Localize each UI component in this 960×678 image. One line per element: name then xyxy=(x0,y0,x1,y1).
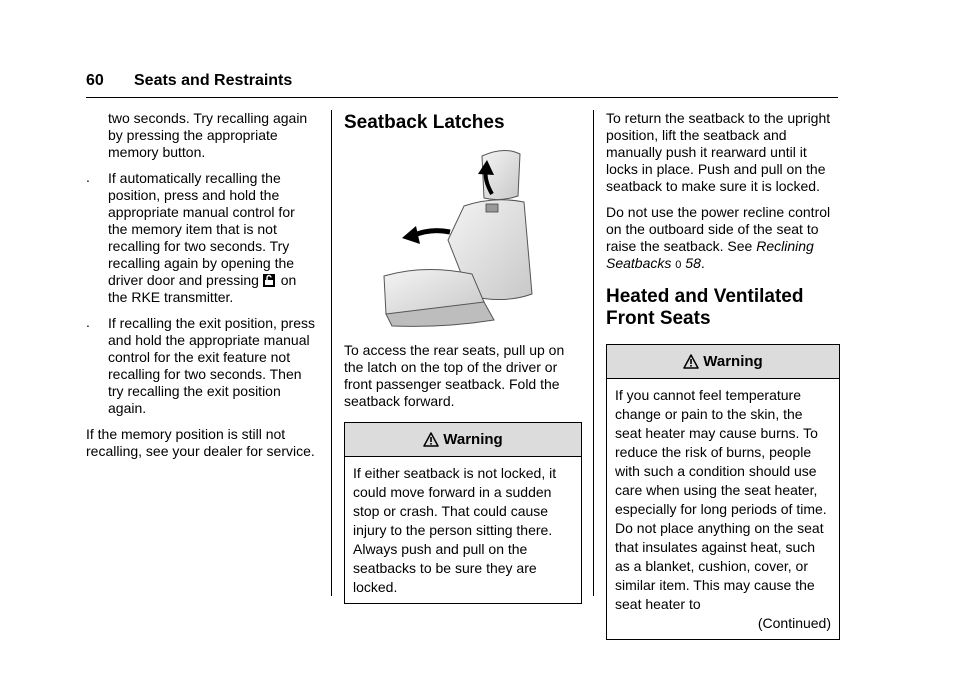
bullet-list xyxy=(86,110,318,417)
cross-reference-page[interactable]: 58 xyxy=(685,255,701,271)
warning-box xyxy=(606,344,840,640)
warning-triangle-icon xyxy=(683,354,699,369)
column-3 xyxy=(606,110,840,640)
heading-line: Heated and Ventilated xyxy=(606,286,804,307)
list-item xyxy=(86,110,318,161)
page-header xyxy=(86,72,292,90)
bullet-continuation: two seconds. Try recalling again by pressing the appropriate memory button. xyxy=(108,110,308,160)
warning-box xyxy=(344,422,582,604)
column-divider xyxy=(593,110,594,596)
bullet-glyph: . xyxy=(86,314,90,330)
warning-triangle-icon xyxy=(423,432,439,447)
body-paragraph: To access the rear seats, pull up on the latch on the top of the driver or front passenger seatback. Fold the seatback forward. xyxy=(344,342,565,409)
section-title: Seats and Restraints xyxy=(134,72,293,89)
list-item xyxy=(86,315,318,417)
heading-line: Front Seats xyxy=(606,308,711,329)
page-number: 60 xyxy=(86,72,104,89)
bullet-text: If recalling the exit position, press and hold the appropriate manual control for the exit feature not recalling for two seconds. Then try recalling the exit position again. xyxy=(108,315,315,416)
column-divider xyxy=(331,110,332,596)
warning-text: If you cannot feel temperature change or pain to the skin, the seat heater may cause burns. To reduce the risk of burns, people with such a condition should use care when using the seat heater, especially for long periods of time. Do not place anything on the seat that insulates against heat, such as a blanket, cushion, cover, or similar item. This may cause the seat heater to xyxy=(615,387,827,612)
rke-unlock-icon xyxy=(263,274,275,287)
list-item xyxy=(86,170,318,306)
warning-title: Warning xyxy=(443,431,503,448)
column-2 xyxy=(344,110,582,604)
column-1 xyxy=(86,110,318,469)
warning-title: Warning xyxy=(703,353,763,370)
cross-reference-link[interactable]: Reclining Seatbacks xyxy=(606,238,814,271)
paragraph-end: . xyxy=(700,255,705,271)
warning-body: If either seatback is not locked, it could move forward in a sudden stop or crash. That could cause injury to the person sitting there. Always push and pull on the seatbacks to be sure they are locked. xyxy=(353,465,557,595)
continued-label: (Continued) xyxy=(757,615,831,631)
bullet-text: If automatically recalling the position, press and hold the appropriate manual control for the memory item that is not recalling for two seconds. Try recalling again by opening the driver door and pressing xyxy=(108,170,295,288)
bullet-glyph: . xyxy=(86,169,90,185)
header-rule xyxy=(86,97,838,98)
warning-header xyxy=(345,423,581,457)
closing-paragraph: If the memory position is still not recalling, see your dealer for service. xyxy=(86,426,315,459)
body-paragraph xyxy=(606,204,840,274)
section-heading: Seatback Latches xyxy=(344,112,505,133)
bullet-text: on the RKE transmitter. xyxy=(108,272,297,305)
page-reference-icon: 0 xyxy=(675,259,682,271)
warning-body xyxy=(607,379,839,639)
body-paragraph: To return the seatback to the upright position, lift the seatback and manually push it rearward until it locks in place. Push and pull on the seatback to make sure it is locked. xyxy=(606,110,831,194)
warning-header xyxy=(607,345,839,379)
section-heading xyxy=(606,286,840,330)
paragraph-text: Do not use the power recline control on the outboard side of the seat to raise the seatback. See xyxy=(606,204,831,254)
seat-illustration xyxy=(344,144,582,330)
